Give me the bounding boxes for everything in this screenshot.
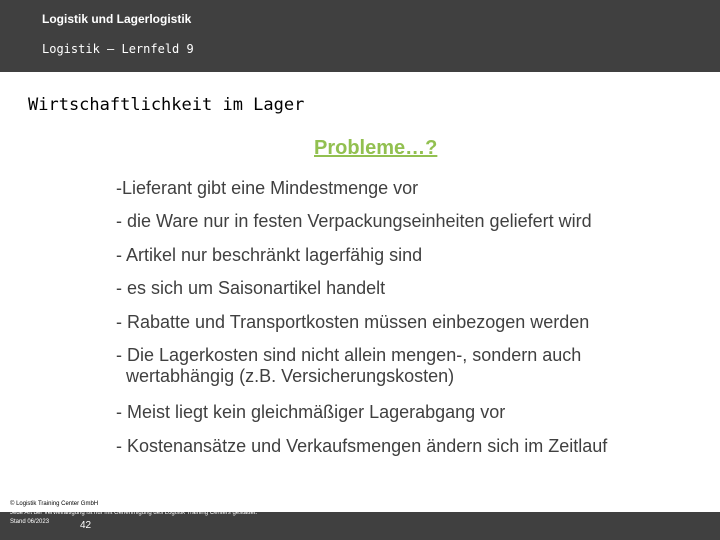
bullet-item	[116, 402, 505, 423]
problems-heading: Probleme…?	[314, 137, 438, 159]
bullet-item	[116, 345, 581, 387]
bullet-item	[116, 312, 589, 333]
header-subtitle: Logistik – Lernfeld 9	[42, 42, 194, 56]
bullet-text: - Kostenansätze und Verkaufsmengen ändern sich im Zeitlauf	[116, 436, 608, 456]
bullet-text: - es sich um Saisonartikel handelt	[116, 278, 386, 298]
footer-copyright	[10, 500, 257, 527]
bullet-text: - Die Lagerkosten sind nicht allein mengen-, sondern auch	[116, 345, 582, 365]
bullet-continuation: wertabhängig (z.B. Versicherungskosten)	[126, 366, 455, 386]
bullet-text: - Meist liegt kein gleichmäßiger Lagerabgang vor	[116, 402, 506, 422]
date-text: Stand 06/2023	[10, 519, 50, 525]
bullet-item	[116, 211, 592, 232]
copyright-text: © Logistik Training Center GmbH	[10, 501, 99, 507]
bullet-item	[116, 178, 418, 199]
bullet-item	[116, 436, 607, 457]
bullet-text: - die Ware nur in festen Verpackungseinheiten geliefert wird	[116, 211, 592, 231]
header-title: Logistik und Lagerlogistik	[42, 12, 192, 26]
bullet-text: - Artikel nur beschränkt lagerfähig sind	[116, 245, 423, 265]
bullet-text: - Rabatte und Transportkosten müssen einbezogen werden	[116, 312, 590, 332]
bullet-item	[116, 278, 385, 299]
rights-text: Jede Art der Vervielfältigung ist nur mit Genehmigung des Logistik Training Centers gestattet.	[10, 510, 258, 516]
bullet-text: -Lieferant gibt eine Mindestmenge vor	[116, 178, 419, 198]
header-bar	[0, 0, 720, 72]
page-title: Wirtschaftlichkeit im Lager	[28, 95, 305, 115]
page-number: 42	[80, 520, 92, 531]
bullet-item	[116, 245, 422, 266]
